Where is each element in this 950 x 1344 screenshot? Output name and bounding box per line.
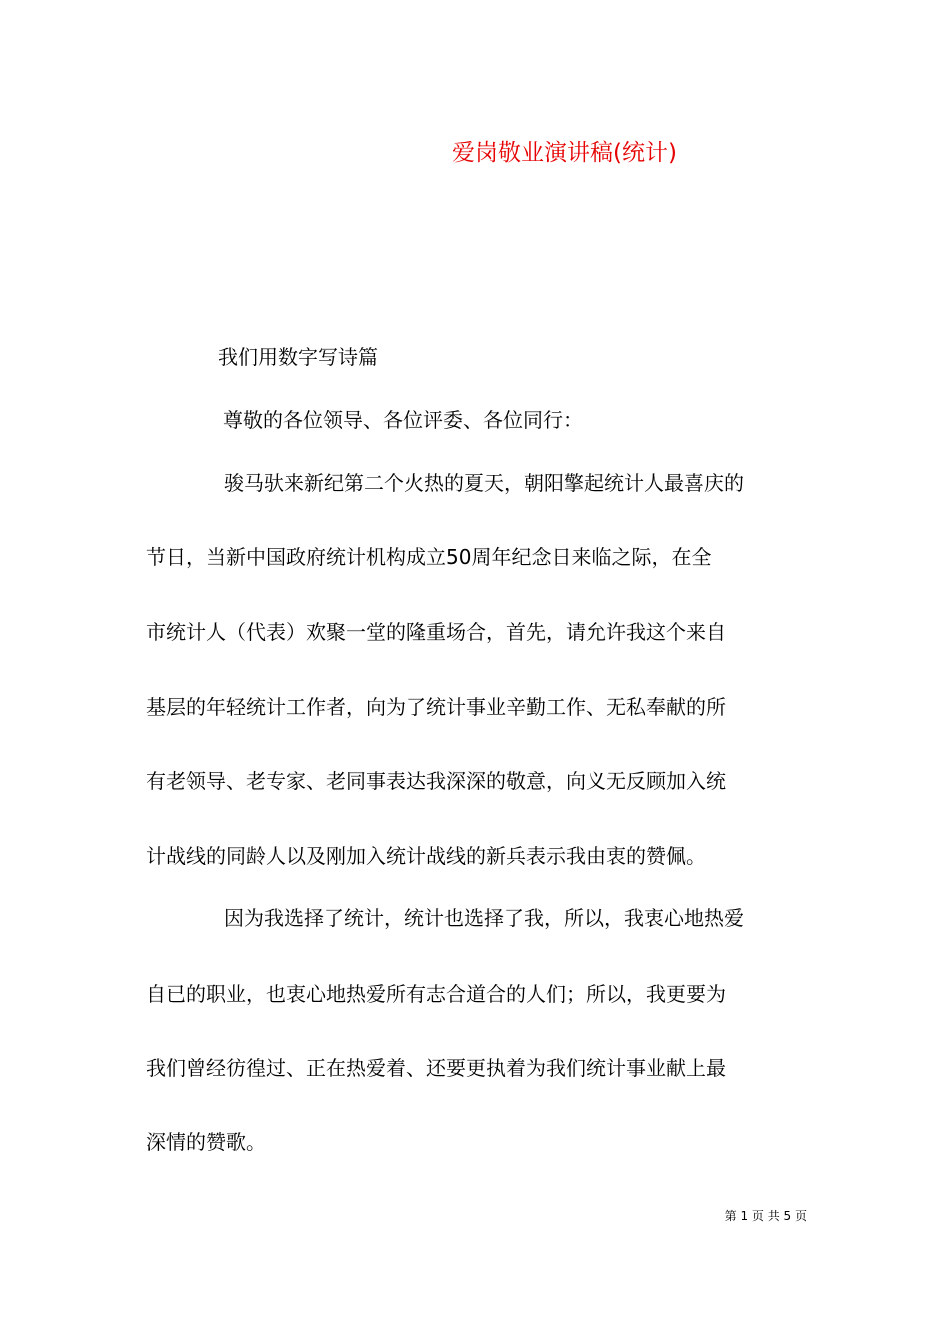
- paragraph-1-line-4: 基层的年轻统计工作者，向为了统计事业辛勤工作、无私奉献的所: [146, 695, 726, 719]
- paragraph-2-line-4: 深情的赞歌。: [146, 1130, 266, 1154]
- salutation: 尊敬的各位领导、各位评委、各位同行：: [223, 408, 583, 432]
- paragraph-1-line-2: 节日，当新中国政府统计机构成立50周年纪念日来临之际，在全: [146, 545, 712, 569]
- paragraph-2-line-2: 自已的职业，也衷心地热爱所有志合道合的人们；所以，我更要为: [146, 982, 726, 1006]
- paragraph-1-line-3: 市统计人（代表）欢聚一堂的隆重场合，首先，请允许我这个来自: [146, 620, 726, 644]
- document-subtitle: 我们用数字写诗篇: [218, 345, 378, 369]
- document-title: 爱岗敬业演讲稿(统计): [452, 140, 677, 166]
- paragraph-2-line-3: 我们曾经彷徨过、正在热爱着、还要更执着为我们统计事业献上最: [146, 1056, 726, 1080]
- paragraph-1-line-6: 计战线的同龄人以及刚加入统计战线的新兵表示我由衷的赞佩。: [146, 844, 706, 868]
- paragraph-1-line-1: 骏马驮来新纪第二个火热的夏天，朝阳擎起统计人最喜庆的: [224, 471, 744, 495]
- page-number-footer: 第 1 页 共 5 页: [724, 1209, 807, 1223]
- paragraph-1-line-5: 有老领导、老专家、老同事表达我深深的敬意，向义无反顾加入统: [146, 769, 726, 793]
- paragraph-2-line-1: 因为我选择了统计，统计也选择了我，所以，我衷心地热爱: [224, 906, 744, 930]
